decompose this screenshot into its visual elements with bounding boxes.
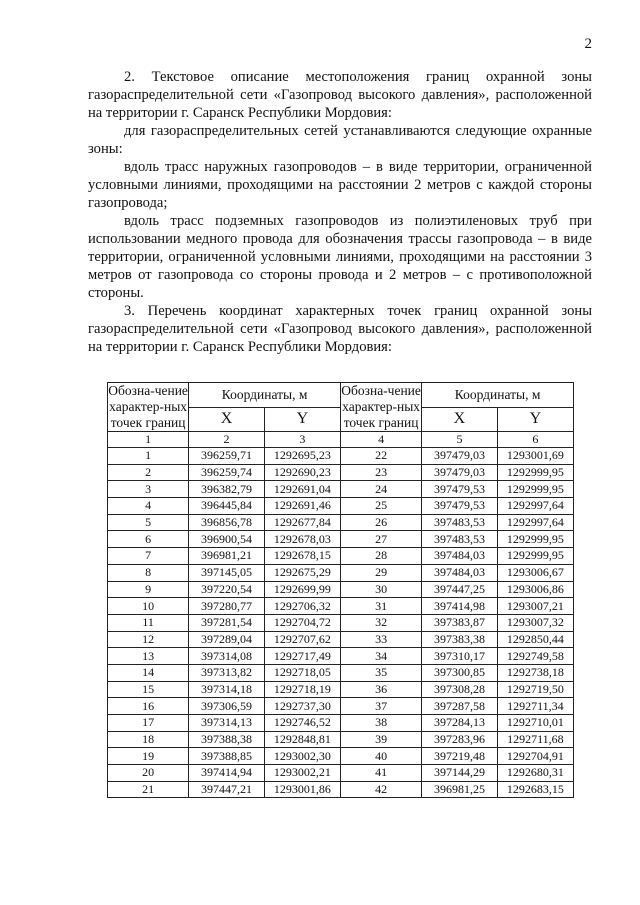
table-cell: 1292719,50 <box>497 681 573 698</box>
table-row <box>108 681 574 698</box>
table-cell: 1 <box>108 448 189 465</box>
table-cell: 397308,28 <box>422 681 498 698</box>
table-row <box>108 648 574 665</box>
table-cell: 396259,74 <box>189 464 265 481</box>
column-number: 1 <box>108 432 189 448</box>
table-cell: 1292677,84 <box>264 514 340 531</box>
column-number: 3 <box>264 432 340 448</box>
table-cell: 1292999,95 <box>497 548 573 565</box>
table-cell: 23 <box>340 464 421 481</box>
table-cell: 397281,54 <box>189 614 265 631</box>
table-cell: 24 <box>340 481 421 498</box>
table-row <box>108 781 574 798</box>
page-number: 2 <box>584 36 592 52</box>
table-cell: 397313,82 <box>189 664 265 681</box>
table-cell: 1293006,67 <box>497 564 573 581</box>
header-coords-right: Координаты, м <box>422 383 574 408</box>
table-cell: 1292718,19 <box>264 681 340 698</box>
column-number: 6 <box>497 432 573 448</box>
paragraph-section-2: 2. Текстовое описание местоположения границ охранной зоны газораспределительной сети «Газопровод высокого давления», расположенной на территории г. Саранск Республики Мордовия: <box>88 69 592 121</box>
table-cell: 42 <box>340 781 421 798</box>
table-row <box>108 614 574 631</box>
table-row <box>108 498 574 515</box>
table-cell: 1292695,23 <box>264 448 340 465</box>
table-cell: 397483,53 <box>422 514 498 531</box>
table-cell: 21 <box>108 781 189 798</box>
table-cell: 397484,03 <box>422 548 498 565</box>
table-row <box>108 448 574 465</box>
table-cell: 31 <box>340 598 421 615</box>
table-cell: 7 <box>108 548 189 565</box>
table-cell: 1293002,21 <box>264 765 340 782</box>
table-cell: 37 <box>340 698 421 715</box>
table-cell: 397314,08 <box>189 648 265 665</box>
table-cell: 1292999,95 <box>497 481 573 498</box>
coordinates-table <box>107 382 574 798</box>
table-cell: 397289,04 <box>189 631 265 648</box>
table-cell: 396856,78 <box>189 514 265 531</box>
table-cell: 1292680,31 <box>497 765 573 782</box>
table-cell: 397306,59 <box>189 698 265 715</box>
table-row <box>108 481 574 498</box>
table-row <box>108 698 574 715</box>
table-cell: 16 <box>108 698 189 715</box>
column-number: 5 <box>422 432 498 448</box>
table-row <box>108 748 574 765</box>
table-cell: 1292691,46 <box>264 498 340 515</box>
table-row <box>108 598 574 615</box>
table-row <box>108 514 574 531</box>
table-cell: 397483,53 <box>422 531 498 548</box>
header-x-right: X <box>422 407 498 432</box>
table-cell: 1292999,95 <box>497 464 573 481</box>
table-cell: 36 <box>340 681 421 698</box>
table-cell: 1293002,30 <box>264 748 340 765</box>
table-row <box>108 564 574 581</box>
header-y-right: Y <box>497 407 573 432</box>
table-cell: 28 <box>340 548 421 565</box>
table-cell: 397300,85 <box>422 664 498 681</box>
header-coords-left: Координаты, м <box>189 383 341 408</box>
table-cell: 1292997,64 <box>497 498 573 515</box>
table-row <box>108 765 574 782</box>
table-cell: 396981,21 <box>189 548 265 565</box>
table-cell: 397283,96 <box>422 731 498 748</box>
table-cell: 12 <box>108 631 189 648</box>
table-cell: 4 <box>108 498 189 515</box>
table-cell: 14 <box>108 664 189 681</box>
table-cell: 25 <box>340 498 421 515</box>
table-cell: 1292738,18 <box>497 664 573 681</box>
table-cell: 41 <box>340 765 421 782</box>
table-row <box>108 631 574 648</box>
table-cell: 1292711,34 <box>497 698 573 715</box>
table-cell: 397479,03 <box>422 464 498 481</box>
table-cell: 397145,05 <box>189 564 265 581</box>
header-x-left: X <box>189 407 265 432</box>
table-cell: 1292711,68 <box>497 731 573 748</box>
table-cell: 397388,85 <box>189 748 265 765</box>
table-cell: 22 <box>340 448 421 465</box>
table-cell: 1292737,30 <box>264 698 340 715</box>
table-cell: 397479,03 <box>422 448 498 465</box>
table-row <box>108 531 574 548</box>
paragraph-section-3: 3. Перечень координат характерных точек границ охранной зоны газораспределительной сети «Газопровод высокого давления», расположенной на территории г. Саранск Республики Мордовия: <box>88 303 592 355</box>
table-cell: 397144,29 <box>422 765 498 782</box>
paragraph-zones-intro: для газораспределительных сетей устанавливаются следующие охранные зоны: <box>88 123 592 157</box>
table-cell: 1292678,15 <box>264 548 340 565</box>
table-cell: 19 <box>108 748 189 765</box>
table-cell: 396382,79 <box>189 481 265 498</box>
table-cell: 32 <box>340 614 421 631</box>
table-cell: 17 <box>108 715 189 732</box>
table-cell: 396445,84 <box>189 498 265 515</box>
table-cell: 1292706,32 <box>264 598 340 615</box>
table-cell: 11 <box>108 614 189 631</box>
table-cell: 39 <box>340 731 421 748</box>
table-cell: 1293001,86 <box>264 781 340 798</box>
table-cell: 1292717,49 <box>264 648 340 665</box>
table-cell: 397447,25 <box>422 581 498 598</box>
table-cell: 1293001,69 <box>497 448 573 465</box>
table-cell: 15 <box>108 681 189 698</box>
table-cell: 397220,54 <box>189 581 265 598</box>
table-row <box>108 464 574 481</box>
table-cell: 27 <box>340 531 421 548</box>
table-cell: 397383,87 <box>422 614 498 631</box>
table-cell: 38 <box>340 715 421 732</box>
table-cell: 397314,18 <box>189 681 265 698</box>
table-cell: 6 <box>108 531 189 548</box>
table-cell: 33 <box>340 631 421 648</box>
table-cell: 8 <box>108 564 189 581</box>
table-cell: 1292999,95 <box>497 531 573 548</box>
table-cell: 397280,77 <box>189 598 265 615</box>
header-y-left: Y <box>264 407 340 432</box>
table-cell: 396259,71 <box>189 448 265 465</box>
table-cell: 396981,25 <box>422 781 498 798</box>
document-body <box>88 68 592 356</box>
table-cell: 1293007,32 <box>497 614 573 631</box>
table-cell: 13 <box>108 648 189 665</box>
table-cell: 397219,48 <box>422 748 498 765</box>
table-cell: 34 <box>340 648 421 665</box>
table-cell: 9 <box>108 581 189 598</box>
table-cell: 397310,17 <box>422 648 498 665</box>
table-cell: 10 <box>108 598 189 615</box>
table-cell: 1292704,72 <box>264 614 340 631</box>
table-cell: 397414,98 <box>422 598 498 615</box>
table-cell: 20 <box>108 765 189 782</box>
table-row <box>108 664 574 681</box>
table-cell: 1292746,52 <box>264 715 340 732</box>
table-cell: 40 <box>340 748 421 765</box>
table-cell: 3 <box>108 481 189 498</box>
table-cell: 29 <box>340 564 421 581</box>
table-cell: 30 <box>340 581 421 598</box>
table-row <box>108 581 574 598</box>
table-cell: 1292749,58 <box>497 648 573 665</box>
table-cell: 1292699,99 <box>264 581 340 598</box>
table-body <box>108 448 574 798</box>
paragraph-external-pipelines: вдоль трасс наружных газопроводов – в виде территории, ограниченной условными линиями, проходящими на расстоянии 2 метров с каждой стороны газопровода; <box>88 159 592 211</box>
column-number: 2 <box>189 432 265 448</box>
header-point-left: Обозна-чение характер-ных точек границ <box>108 383 188 430</box>
column-number: 4 <box>340 432 421 448</box>
table-cell: 397447,21 <box>189 781 265 798</box>
table-cell: 26 <box>340 514 421 531</box>
table-cell: 397414,94 <box>189 765 265 782</box>
table-cell: 5 <box>108 514 189 531</box>
table-row <box>108 548 574 565</box>
table-cell: 397479,53 <box>422 481 498 498</box>
table-row <box>108 715 574 732</box>
table-cell: 1292678,03 <box>264 531 340 548</box>
table-cell: 397484,03 <box>422 564 498 581</box>
table-cell: 1292691,04 <box>264 481 340 498</box>
table-cell: 397284,13 <box>422 715 498 732</box>
table-cell: 2 <box>108 464 189 481</box>
table-cell: 1292997,64 <box>497 514 573 531</box>
table-cell: 1292710,01 <box>497 715 573 732</box>
table-row <box>108 731 574 748</box>
table-cell: 1293006,86 <box>497 581 573 598</box>
table-cell: 397287,58 <box>422 698 498 715</box>
table-cell: 18 <box>108 731 189 748</box>
header-point-right: Обозна-чение характер-ных точек границ <box>341 383 421 430</box>
table-cell: 397383,38 <box>422 631 498 648</box>
table-cell: 1292690,23 <box>264 464 340 481</box>
table-cell: 1293007,21 <box>497 598 573 615</box>
table-cell: 1292707,62 <box>264 631 340 648</box>
table-cell: 1292683,15 <box>497 781 573 798</box>
table-cell: 1292675,29 <box>264 564 340 581</box>
table-cell: 1292848,81 <box>264 731 340 748</box>
paragraph-underground-pipelines: вдоль трасс подземных газопроводов из полиэтиленовых труб при использовании медного провода для обозначения трассы газопровода – в виде территории, ограниченной условными линиями, проходящими на расстоянии 3 метров от газопровода со стороны провода и 2 метров – с противоположной стороны. <box>88 213 592 301</box>
table-cell: 1292704,91 <box>497 748 573 765</box>
table-cell: 35 <box>340 664 421 681</box>
table-cell: 397479,53 <box>422 498 498 515</box>
table-cell: 1292850,44 <box>497 631 573 648</box>
table-cell: 397314,13 <box>189 715 265 732</box>
table-cell: 396900,54 <box>189 531 265 548</box>
table-cell: 1292718,05 <box>264 664 340 681</box>
table-cell: 397388,38 <box>189 731 265 748</box>
